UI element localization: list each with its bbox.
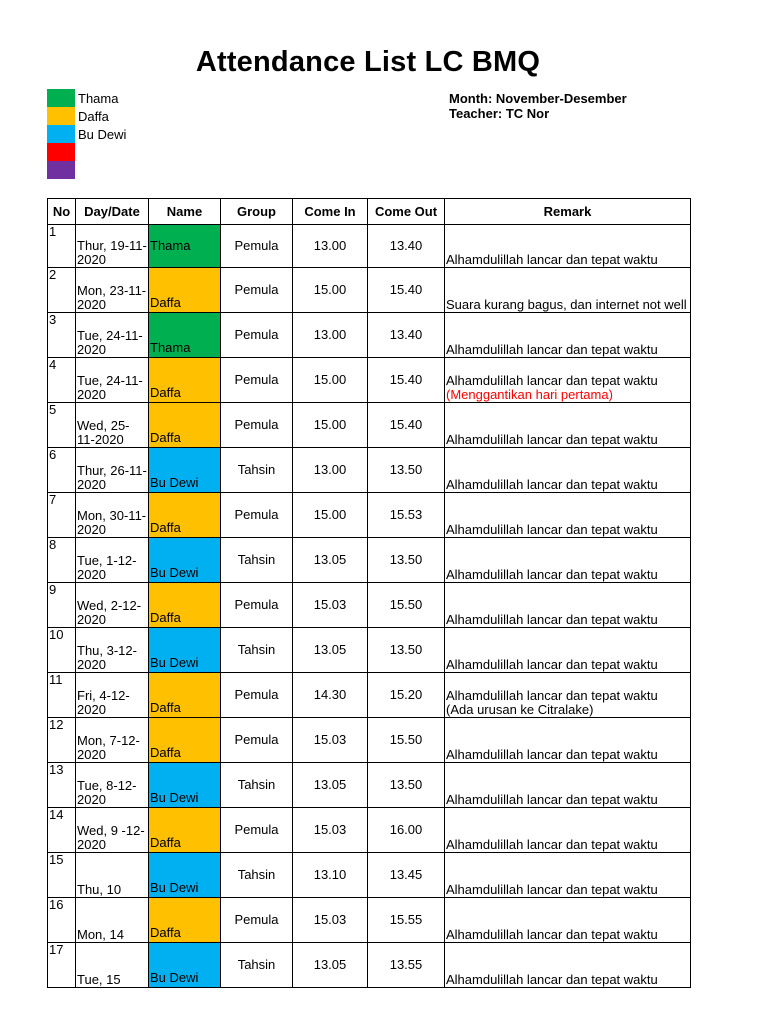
legend-swatch <box>47 89 75 107</box>
cell-come-out: 15.40 <box>368 403 445 448</box>
table-row <box>48 538 691 583</box>
legend-item <box>47 143 126 161</box>
legend-label: Daffa <box>78 108 109 124</box>
remark-text: Alhamdulillah lancar dan tepat waktu <box>446 612 658 627</box>
cell-come-in: 15.00 <box>293 358 368 403</box>
remark-note: (Ada urusan ke Citralake) <box>446 702 594 717</box>
cell-remark <box>445 808 691 853</box>
cell-come-in: 15.03 <box>293 583 368 628</box>
remark-text: Alhamdulillah lancar dan tepat waktu <box>446 252 658 267</box>
table-row <box>48 448 691 493</box>
cell-no: 17 <box>48 943 76 988</box>
cell-remark <box>445 358 691 403</box>
cell-come-out: 13.50 <box>368 628 445 673</box>
cell-remark <box>445 718 691 763</box>
cell-come-out: 13.40 <box>368 313 445 358</box>
cell-group: Tahsin <box>221 763 293 808</box>
cell-remark <box>445 943 691 988</box>
cell-remark <box>445 538 691 583</box>
remark-text: Alhamdulillah lancar dan tepat waktu <box>446 477 658 492</box>
cell-remark <box>445 268 691 313</box>
remark-text: Suara kurang bagus, dan internet not well <box>446 297 687 312</box>
attendance-table <box>47 198 691 988</box>
legend-item <box>47 89 126 107</box>
column-header-remark: Remark <box>445 199 691 225</box>
cell-no: 16 <box>48 898 76 943</box>
remark-text: Alhamdulillah lancar dan tepat waktu <box>446 792 658 807</box>
cell-come-in: 15.00 <box>293 493 368 538</box>
cell-name: Daffa <box>149 403 221 448</box>
cell-date: Wed, 25-11-2020 <box>76 403 149 448</box>
legend-swatch <box>47 125 75 143</box>
cell-remark <box>445 628 691 673</box>
cell-come-in: 15.03 <box>293 898 368 943</box>
cell-come-out: 15.40 <box>368 358 445 403</box>
cell-name: Daffa <box>149 898 221 943</box>
cell-name: Bu Dewi <box>149 628 221 673</box>
cell-remark <box>445 403 691 448</box>
cell-come-out: 13.40 <box>368 225 445 268</box>
cell-no: 14 <box>48 808 76 853</box>
cell-date: Tue, 24-11-2020 <box>76 313 149 358</box>
table-row <box>48 718 691 763</box>
remark-text: Alhamdulillah lancar dan tepat waktu <box>446 972 658 987</box>
cell-no: 13 <box>48 763 76 808</box>
cell-come-in: 15.00 <box>293 403 368 448</box>
cell-come-out: 15.53 <box>368 493 445 538</box>
cell-no: 12 <box>48 718 76 763</box>
column-header-no: No <box>48 199 76 225</box>
legend-swatch <box>47 107 75 125</box>
cell-group: Pemula <box>221 718 293 763</box>
cell-come-out: 15.50 <box>368 718 445 763</box>
month-label: Month: November-Desember <box>449 91 627 106</box>
column-header-come-out: Come Out <box>368 199 445 225</box>
cell-come-out: 13.50 <box>368 538 445 583</box>
table-row <box>48 313 691 358</box>
legend-item <box>47 125 126 143</box>
cell-name: Bu Dewi <box>149 763 221 808</box>
cell-group: Pemula <box>221 358 293 403</box>
remark-text: Alhamdulillah lancar dan tepat waktu <box>446 882 658 897</box>
cell-name: Daffa <box>149 583 221 628</box>
cell-no: 6 <box>48 448 76 493</box>
cell-come-out: 16.00 <box>368 808 445 853</box>
cell-come-in: 13.05 <box>293 538 368 583</box>
cell-date: Thu, 10 <box>76 853 149 898</box>
cell-date: Tue, 1-12-2020 <box>76 538 149 583</box>
cell-come-in: 13.00 <box>293 313 368 358</box>
cell-remark <box>445 225 691 268</box>
remark-text: Alhamdulillah lancar dan tepat waktu <box>446 927 658 942</box>
cell-come-in: 15.03 <box>293 808 368 853</box>
cell-come-out: 15.40 <box>368 268 445 313</box>
cell-come-out: 15.20 <box>368 673 445 718</box>
cell-come-out: 13.55 <box>368 943 445 988</box>
remark-text: Alhamdulillah lancar dan tepat waktu <box>446 747 658 762</box>
legend-label: Bu Dewi <box>78 126 127 142</box>
remark-text: Alhamdulillah lancar dan tepat waktu <box>446 342 658 357</box>
cell-date: Wed, 2-12-2020 <box>76 583 149 628</box>
table-row <box>48 493 691 538</box>
table-row <box>48 673 691 718</box>
cell-name: Bu Dewi <box>149 448 221 493</box>
cell-date: Tue, 24-11-2020 <box>76 358 149 403</box>
cell-date: Tue, 8-12-2020 <box>76 763 149 808</box>
cell-date: Mon, 7-12-2020 <box>76 718 149 763</box>
cell-no: 15 <box>48 853 76 898</box>
cell-group: Pemula <box>221 673 293 718</box>
cell-name: Bu Dewi <box>149 538 221 583</box>
cell-group: Tahsin <box>221 448 293 493</box>
column-header-date: Day/Date <box>76 199 149 225</box>
cell-come-in: 15.03 <box>293 718 368 763</box>
cell-group: Tahsin <box>221 853 293 898</box>
cell-come-in: 13.00 <box>293 225 368 268</box>
cell-remark <box>445 673 691 718</box>
cell-name: Thama <box>149 313 221 358</box>
cell-name: Daffa <box>149 673 221 718</box>
sheet-meta <box>449 91 627 121</box>
cell-name: Daffa <box>149 268 221 313</box>
cell-come-in: 13.05 <box>293 628 368 673</box>
cell-group: Pemula <box>221 493 293 538</box>
cell-remark <box>445 853 691 898</box>
cell-no: 7 <box>48 493 76 538</box>
cell-group: Pemula <box>221 808 293 853</box>
legend-label: Thama <box>78 90 119 106</box>
remark-note: (Menggantikan hari pertama) <box>446 387 613 402</box>
remark-text: Alhamdulillah lancar dan tepat waktu <box>446 373 658 388</box>
cell-no: 11 <box>48 673 76 718</box>
cell-name: Bu Dewi <box>149 853 221 898</box>
cell-group: Tahsin <box>221 538 293 583</box>
cell-no: 8 <box>48 538 76 583</box>
cell-come-in: 15.00 <box>293 268 368 313</box>
color-legend <box>47 89 126 179</box>
remark-text: Alhamdulillah lancar dan tepat waktu <box>446 837 658 852</box>
cell-remark <box>445 313 691 358</box>
cell-group: Pemula <box>221 268 293 313</box>
remark-text: Alhamdulillah lancar dan tepat waktu <box>446 432 658 447</box>
cell-remark <box>445 583 691 628</box>
cell-group: Pemula <box>221 403 293 448</box>
cell-name: Daffa <box>149 718 221 763</box>
column-header-name: Name <box>149 199 221 225</box>
cell-date: Mon, 14 <box>76 898 149 943</box>
table-row <box>48 403 691 448</box>
table-row <box>48 268 691 313</box>
cell-date: Wed, 9 -12-2020 <box>76 808 149 853</box>
cell-group: Pemula <box>221 583 293 628</box>
cell-date: Fri, 4-12-2020 <box>76 673 149 718</box>
cell-come-out: 15.50 <box>368 583 445 628</box>
cell-come-in: 13.05 <box>293 943 368 988</box>
cell-no: 10 <box>48 628 76 673</box>
remark-text: Alhamdulillah lancar dan tepat waktu <box>446 522 658 537</box>
remark-text: Alhamdulillah lancar dan tepat waktu <box>446 657 658 672</box>
cell-remark <box>445 448 691 493</box>
legend-item <box>47 161 126 179</box>
legend-item <box>47 107 126 125</box>
cell-come-out: 13.50 <box>368 448 445 493</box>
cell-come-in: 13.05 <box>293 763 368 808</box>
cell-come-in: 13.10 <box>293 853 368 898</box>
table-row <box>48 225 691 268</box>
table-row <box>48 943 691 988</box>
cell-come-out: 15.55 <box>368 898 445 943</box>
page-title: Attendance List LC BMQ <box>195 46 541 78</box>
cell-no: 1 <box>48 225 76 268</box>
table-row <box>48 898 691 943</box>
cell-name: Thama <box>149 225 221 268</box>
cell-group: Pemula <box>221 898 293 943</box>
remark-text: Alhamdulillah lancar dan tepat waktu <box>446 567 658 582</box>
table-row <box>48 358 691 403</box>
table-row <box>48 808 691 853</box>
cell-name: Daffa <box>149 493 221 538</box>
cell-date: Tue, 15 <box>76 943 149 988</box>
cell-date: Mon, 23-11-2020 <box>76 268 149 313</box>
column-header-come-in: Come In <box>293 199 368 225</box>
header-row <box>48 199 691 225</box>
cell-come-in: 14.30 <box>293 673 368 718</box>
table-row <box>48 628 691 673</box>
cell-date: Thur, 26-11-2020 <box>76 448 149 493</box>
cell-date: Mon, 30-11-2020 <box>76 493 149 538</box>
cell-come-out: 13.45 <box>368 853 445 898</box>
cell-no: 5 <box>48 403 76 448</box>
cell-come-in: 13.00 <box>293 448 368 493</box>
remark-text: Alhamdulillah lancar dan tepat waktu <box>446 688 658 703</box>
teacher-label: Teacher: TC Nor <box>449 106 550 121</box>
cell-group: Pemula <box>221 313 293 358</box>
cell-no: 9 <box>48 583 76 628</box>
cell-name: Daffa <box>149 358 221 403</box>
cell-remark <box>445 898 691 943</box>
table-row <box>48 853 691 898</box>
cell-no: 3 <box>48 313 76 358</box>
cell-name: Bu Dewi <box>149 943 221 988</box>
cell-no: 2 <box>48 268 76 313</box>
column-header-group: Group <box>221 199 293 225</box>
cell-group: Tahsin <box>221 943 293 988</box>
cell-remark <box>445 493 691 538</box>
cell-date: Thu, 3-12-2020 <box>76 628 149 673</box>
cell-remark <box>445 763 691 808</box>
cell-come-out: 13.50 <box>368 763 445 808</box>
cell-group: Tahsin <box>221 628 293 673</box>
cell-date: Thur, 19-11-2020 <box>76 225 149 268</box>
legend-swatch <box>47 161 75 179</box>
cell-no: 4 <box>48 358 76 403</box>
cell-name: Daffa <box>149 808 221 853</box>
table-row <box>48 763 691 808</box>
cell-group: Pemula <box>221 225 293 268</box>
legend-swatch <box>47 143 75 161</box>
table-row <box>48 583 691 628</box>
